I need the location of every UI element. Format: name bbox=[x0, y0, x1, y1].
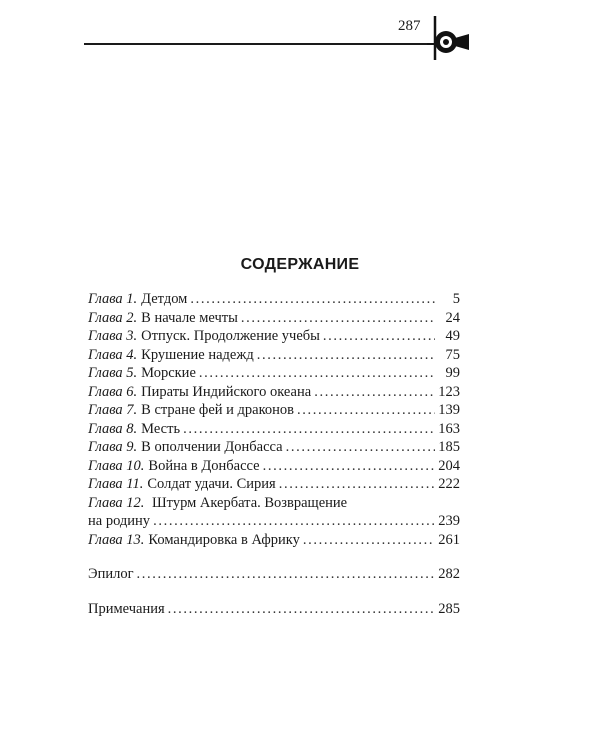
chapter-title: Крушение надежд bbox=[141, 346, 254, 363]
chapter-label: Глава 9. bbox=[88, 439, 138, 455]
toc-entry-notes[interactable] bbox=[88, 600, 460, 619]
toc-entry[interactable] bbox=[88, 309, 460, 328]
chapter-label: Глава 2. bbox=[88, 309, 138, 326]
running-header-rule bbox=[84, 43, 454, 45]
chapter-label: Глава 4. bbox=[88, 346, 138, 363]
page-ref: 75 bbox=[445, 346, 460, 363]
leader-dots bbox=[153, 512, 435, 531]
page-ref: 123 bbox=[438, 383, 460, 400]
chapter-title: Солдат удачи. Сирия bbox=[147, 476, 276, 492]
ornament-icon bbox=[425, 12, 471, 64]
chapter-label: Глава 6. bbox=[88, 383, 138, 400]
chapter-label: Глава 8. bbox=[88, 420, 138, 437]
page-number: 287 bbox=[398, 18, 421, 34]
page-ref: 261 bbox=[438, 531, 460, 548]
chapter-label: Глава 12. bbox=[88, 494, 145, 511]
leader-dots bbox=[257, 346, 435, 365]
chapter-label: Глава 10. bbox=[88, 457, 145, 474]
chapter-title: Детдом bbox=[141, 291, 188, 307]
leader-dots bbox=[168, 600, 435, 619]
page-ref: 139 bbox=[438, 402, 460, 418]
leader-dots bbox=[190, 290, 435, 309]
page-ref: 163 bbox=[438, 420, 460, 437]
chapter-title: В ополчении Донбасса bbox=[141, 439, 283, 455]
page-ref: 222 bbox=[438, 476, 460, 492]
chapter-title: В начале мечты bbox=[141, 309, 238, 326]
leader-dots bbox=[323, 327, 435, 346]
chapter-label: Глава 7. bbox=[88, 402, 138, 418]
leader-dots bbox=[286, 438, 435, 457]
page-ref: 204 bbox=[438, 457, 460, 474]
toc-entry[interactable] bbox=[88, 383, 460, 402]
chapter-title-continuation: на родину bbox=[88, 513, 151, 529]
chapter-title: Месть bbox=[141, 420, 181, 437]
epilogue-title: Эпилог bbox=[88, 566, 134, 582]
notes-title: Примечания bbox=[88, 600, 165, 617]
toc-entry[interactable] bbox=[88, 531, 460, 550]
chapter-title: Отпуск. Продолжение учебы bbox=[141, 328, 320, 344]
leader-dots bbox=[297, 401, 435, 420]
page-ref: 185 bbox=[438, 439, 460, 455]
leader-dots bbox=[303, 531, 435, 550]
leader-dots bbox=[241, 309, 435, 328]
page-ref: 5 bbox=[452, 291, 460, 307]
chapter-title: Командировка в Африку bbox=[148, 531, 300, 548]
toc-entry-epilogue[interactable] bbox=[88, 565, 460, 584]
chapter-title: Пираты Индийского океана bbox=[141, 383, 312, 400]
chapter-label: Глава 3. bbox=[88, 328, 138, 344]
chapter-label: Глава 11. bbox=[88, 476, 144, 492]
spacer bbox=[88, 584, 460, 600]
page-ref: 239 bbox=[438, 513, 460, 529]
leader-dots bbox=[183, 420, 435, 439]
toc-entry[interactable] bbox=[88, 327, 460, 346]
leader-dots bbox=[137, 565, 435, 584]
page-ref: 24 bbox=[445, 309, 460, 326]
leader-dots bbox=[199, 364, 435, 383]
chapter-label: Глава 1. bbox=[88, 291, 138, 307]
chapter-label: Глава 13. bbox=[88, 531, 145, 548]
toc-entry[interactable] bbox=[88, 346, 460, 365]
toc-entry[interactable] bbox=[88, 494, 460, 513]
toc-entry[interactable] bbox=[88, 475, 460, 494]
page-ref: 285 bbox=[438, 600, 460, 617]
page-ref: 282 bbox=[438, 566, 460, 582]
page-ref: 49 bbox=[445, 328, 460, 344]
toc-entry[interactable] bbox=[88, 364, 460, 383]
page-ref: 99 bbox=[445, 365, 460, 381]
toc-entry-continuation[interactable] bbox=[88, 512, 460, 531]
leader-dots bbox=[314, 383, 435, 402]
toc-entry[interactable] bbox=[88, 420, 460, 439]
toc-entry[interactable] bbox=[88, 438, 460, 457]
chapter-title: Штурм Акербата. Возвращение bbox=[152, 494, 348, 511]
leader-dots bbox=[263, 457, 435, 476]
chapter-title: Морские bbox=[141, 365, 196, 381]
chapter-label: Глава 5. bbox=[88, 365, 138, 381]
toc-title: СОДЕРЖАНИЕ bbox=[240, 256, 360, 273]
leader-dots bbox=[279, 475, 435, 494]
chapter-title: В стране фей и драконов bbox=[141, 402, 295, 418]
toc-entry[interactable] bbox=[88, 401, 460, 420]
toc-entry[interactable] bbox=[88, 290, 460, 309]
chapter-title: Война в Донбассе bbox=[148, 457, 260, 474]
table-of-contents bbox=[88, 290, 460, 618]
toc-entry[interactable] bbox=[88, 457, 460, 476]
spacer bbox=[88, 549, 460, 565]
